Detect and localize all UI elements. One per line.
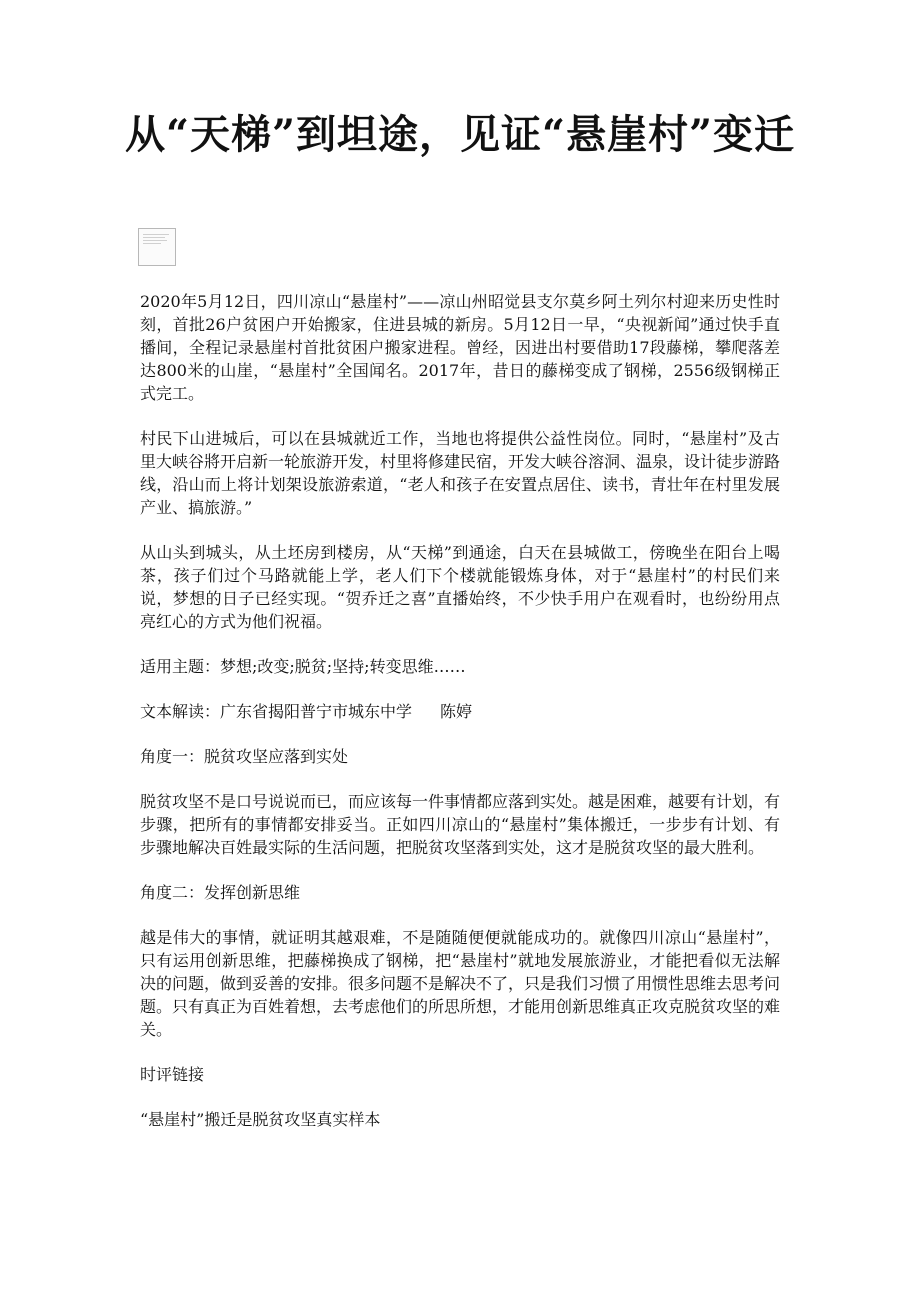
angle-one-heading: 角度一：脱贫攻坚应落到实处 <box>140 747 349 766</box>
applicable-themes: 适用主题：梦想;改变;脱贫;坚持;转变思维…… <box>140 657 466 676</box>
angle-two-body: 越是伟大的事情，就证明其越艰难，不是随随便便就能成功的。就像四川凉山“悬崖村”，只有运用创新思维，把藤梯换成了钢梯，把“悬崖村”就地发展旅游业，才能把看似无法解决的问题，做到妥善的安排。很多问题不是解决不了，只是我们习惯了用惯性思维去思考问题。只有真正为百姓着想，去考虑他们的所思所想，才能用创新思维真正攻克脱贫攻坚的难关。 <box>140 928 781 1039</box>
document-thumbnail-icon <box>138 228 176 266</box>
interpretation-label: 文本解读：广东省揭阳普宁市城东中学 <box>140 702 413 721</box>
interpretation-author: 陈婷 <box>440 702 473 721</box>
document-body <box>140 290 780 1153</box>
document-title: 从“天梯”到坦途，见证“悬崖村”变迁 <box>124 111 796 158</box>
angle-two-heading: 角度二：发挥创新思维 <box>140 883 301 902</box>
commentary-link-title: “悬崖村”搬迁是脱贫攻坚真实样本 <box>140 1110 381 1129</box>
paragraph-3: 从山头到城头，从土坯房到楼房，从“天梯”到通途，白天在县城做工，傍晚坐在阳台上喝茶，孩子们过个马路就能上学，老人们下个楼就能锻炼身体，对于“悬崖村”的村民们来说，梦想的日子已经实现。“贺乔迁之喜”直播始终，不少快手用户在观看时，也纷纷用点亮红心的方式为他们祝福。 <box>140 543 780 631</box>
paragraph-1: 2020年5月12日，四川凉山“悬崖村”——凉山州昭觉县支尔莫乡阿土列尔村迎来历史性时刻，首批26户贫困户开始搬家，住进县城的新房。5月12日一早，“央视新闻”通过快手直播间，全程记录悬崖村首批贫困户搬家进程。曾经，因进出村要借助17段藤梯，攀爬落差达800米的山崖，“悬崖村”全国闻名。2017年，昔日的藤梯变成了钢梯，2556级钢梯正式完工。 <box>140 292 780 403</box>
commentary-link-heading: 时评链接 <box>140 1065 205 1084</box>
text-interpretation <box>140 700 780 723</box>
angle-one-body: 脱贫攻坚不是口号说说而已，而应该每一件事情都应落到实处。越是困难，越要有计划，有步骤，把所有的事情都安排妥当。正如四川凉山的“悬崖村”集体搬迁，一步步有计划、有步骤地解决百姓最实际的生活问题，把脱贫攻坚落到实处，这才是脱贫攻坚的最大胜利。 <box>140 792 781 857</box>
paragraph-2: 村民下山进城后，可以在县城就近工作，当地也将提供公益性岗位。同时，“悬崖村”及古里大峡谷將开启新一轮旅游开发，村里将修建民宿，开发大峡谷溶洞、温泉，设计徒步游路线，沿山而上将计划架设旅游索道，“老人和孩子在安置点居住、读书，青壮年在村里发展产业、搞旅游。” <box>140 429 781 517</box>
